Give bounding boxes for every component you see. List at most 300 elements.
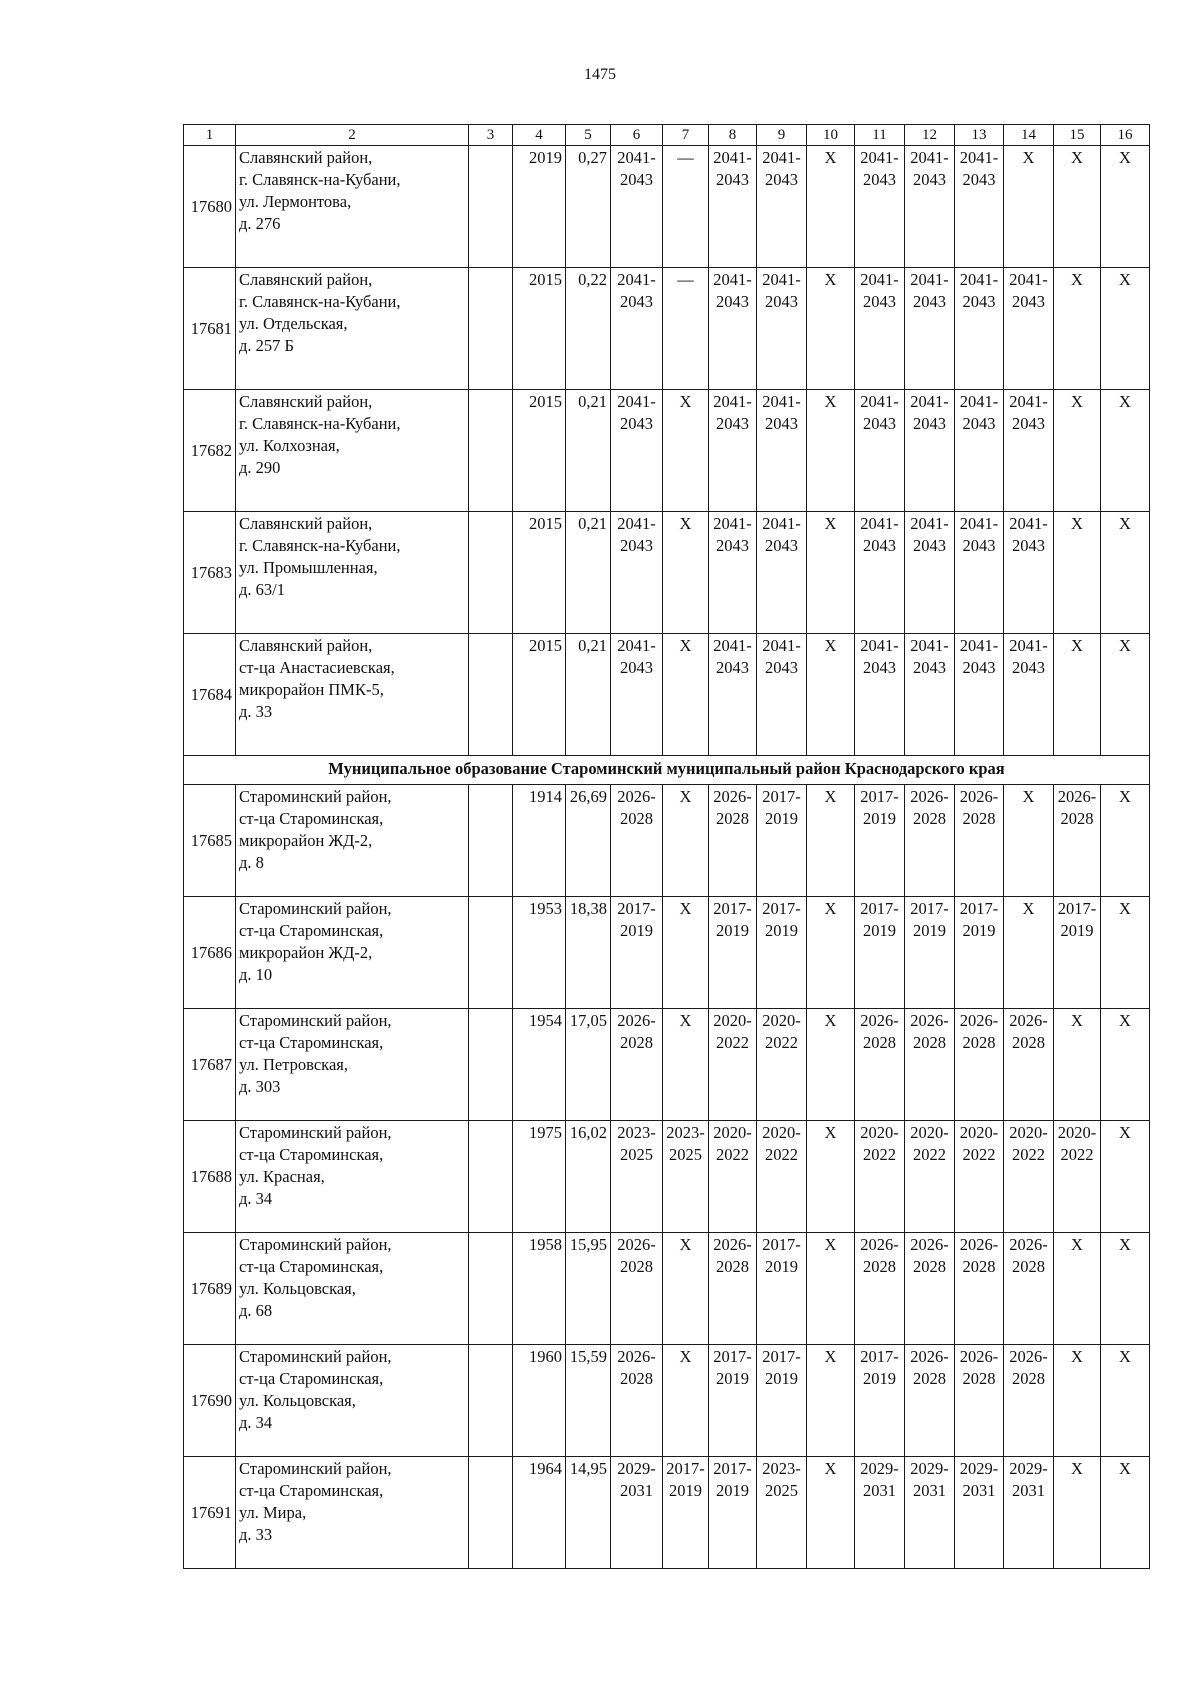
period-cell-16 [1101,1345,1150,1457]
cell-line: X [679,787,692,806]
period-cell-10 [807,785,855,897]
cell-line: 2026- [1009,1011,1048,1030]
address-cell [236,1009,469,1121]
cell-line: ст-ца Староминская, [239,1145,384,1164]
cell-line: 2017- [762,899,801,918]
cell-line: 2041- [617,514,656,533]
cell-line: г. Славянск-на-Кубани, [239,414,401,433]
period-cell-10 [807,1009,855,1121]
cell-line: 2028 [620,1033,653,1052]
cell-line: X [1119,514,1131,533]
cell-line: 2043 [1012,292,1045,311]
cell-line: 2019 [765,921,798,940]
column-header: 2 [236,125,469,146]
period-cell-8 [709,1457,757,1569]
period-cell-7 [663,512,709,634]
cell-line: д. 290 [239,458,281,477]
cell-line: 2043 [863,414,896,433]
period-cell-16 [1101,390,1150,512]
period-cell-10 [807,897,855,1009]
cell-line: 2043 [716,536,749,555]
cell-line: 2043 [913,658,946,677]
row-number: 17690 [184,1345,236,1457]
cell-line: X [1119,1459,1131,1478]
cell-line: 2017- [666,1459,705,1478]
address-cell [236,146,469,268]
cell-line: 2043 [716,170,749,189]
period-cell-7 [663,1121,709,1233]
period-cell-11 [855,897,905,1009]
cell-line: 2028 [716,809,749,828]
cell-line: 2041- [762,270,801,289]
table-row [184,268,1150,390]
period-cell-9 [757,785,807,897]
cell-line: 2041- [860,148,899,167]
period-cell-11 [855,390,905,512]
cell-line: 2022 [913,1145,946,1164]
column-header: 11 [855,125,905,146]
period-cell-11 [855,1009,905,1121]
cell-line: д. 257 Б [239,336,294,355]
cell-line: 2019 [863,1369,896,1388]
cell-line: 2028 [1012,1257,1045,1276]
row-number: 17688 [184,1121,236,1233]
cell-line: — [677,270,694,289]
period-cell-11 [855,1457,905,1569]
cell-line: X [1119,636,1131,655]
period-cell-11 [855,634,905,756]
column-header: 5 [566,125,611,146]
row-number: 17683 [184,512,236,634]
column-header: 8 [709,125,757,146]
cell-line: 2031 [1012,1481,1045,1500]
period-cell-10 [807,146,855,268]
period-cell-11 [855,146,905,268]
cell-line: 2020- [1009,1123,1048,1142]
year-cell: 1958 [513,1233,566,1345]
cell-3 [469,1345,513,1457]
cell-line: 2031 [913,1481,946,1500]
cell-line: 2020- [860,1123,899,1142]
cell-line: 2022 [1012,1145,1045,1164]
cell-line: 2043 [620,658,653,677]
cell-line: 2026- [910,787,949,806]
cell-3 [469,897,513,1009]
value-cell: 18,38 [566,897,611,1009]
cell-line: 2023- [617,1123,656,1142]
cell-3 [469,1121,513,1233]
cell-line: 2031 [863,1481,896,1500]
cell-line: 2026- [959,1011,999,1030]
period-cell-12 [905,1233,955,1345]
cell-3 [469,268,513,390]
period-cell-16 [1101,634,1150,756]
period-cell-10 [807,1345,855,1457]
cell-line: 2043 [913,536,946,555]
value-cell: 15,95 [566,1233,611,1345]
cell-line: 2023- [666,1123,705,1142]
table-row [184,785,1150,897]
cell-line: 2020- [1057,1123,1097,1142]
column-header: 3 [469,125,513,146]
cell-line: 2041- [713,148,752,167]
cell-line: 2019 [863,809,896,828]
period-cell-11 [855,512,905,634]
cell-line: 2043 [765,170,798,189]
cell-line: 2041- [617,148,656,167]
cell-line: 2031 [620,1481,653,1500]
cell-line: 2020- [713,1011,752,1030]
cell-line: 2041- [617,636,656,655]
table-row [184,634,1150,756]
period-cell-12 [905,390,955,512]
period-cell-13 [955,1457,1004,1569]
cell-line: 2043 [765,414,798,433]
period-cell-7 [663,1457,709,1569]
cell-line: 2043 [962,170,996,189]
cell-line: 2029- [860,1459,899,1478]
period-cell-12 [905,512,955,634]
cell-line: 2020- [762,1011,801,1030]
cell-line: 2028 [1060,809,1094,828]
cell-line: Староминский район, [239,1235,392,1254]
cell-line: д. 10 [239,965,273,984]
period-cell-9 [757,1009,807,1121]
period-cell-14 [1004,1345,1054,1457]
period-cell-16 [1101,897,1150,1009]
value-cell: 0,21 [566,634,611,756]
period-cell-6 [611,146,663,268]
cell-line: 2022 [962,1145,996,1164]
cell-line: 2041- [910,148,949,167]
address-cell [236,1121,469,1233]
cell-line: ст-ца Староминская, [239,1033,384,1052]
value-cell: 16,02 [566,1121,611,1233]
period-cell-15 [1054,785,1101,897]
cell-line: X [1071,270,1083,289]
cell-line: г. Славянск-на-Кубани, [239,170,401,189]
period-cell-13 [955,1121,1004,1233]
cell-line: 2026- [617,1011,656,1030]
address-cell [236,634,469,756]
cell-line: 2043 [962,414,996,433]
row-number: 17681 [184,268,236,390]
cell-line: 2019 [765,809,798,828]
period-cell-8 [709,785,757,897]
address-cell [236,1233,469,1345]
table-row [184,512,1150,634]
cell-line: X [1022,787,1035,806]
cell-line: 2041- [959,270,999,289]
period-cell-8 [709,146,757,268]
cell-line: ул. Колхозная, [239,436,340,455]
period-cell-12 [905,634,955,756]
cell-line: 2028 [962,809,996,828]
cell-line: 2019 [669,1481,702,1500]
period-cell-16 [1101,1009,1150,1121]
period-cell-13 [955,268,1004,390]
section-row [184,756,1150,785]
section-title: Муниципальное образование Староминский муниципальный район Краснодарского края [184,756,1150,785]
period-cell-6 [611,1233,663,1345]
cell-line: 2041- [860,514,899,533]
cell-line: 2026- [617,1235,656,1254]
period-cell-9 [757,634,807,756]
cell-line: ул. Кольцовская, [239,1279,356,1298]
cell-line: г. Славянск-на-Кубани, [239,292,401,311]
period-cell-14 [1004,785,1054,897]
cell-line: 2022 [1060,1145,1094,1164]
cell-3 [469,1233,513,1345]
address-cell [236,268,469,390]
value-cell: 17,05 [566,1009,611,1121]
cell-line: 2026- [860,1011,899,1030]
cell-line: 2017- [762,787,801,806]
cell-line: X [679,899,692,918]
cell-line: 2028 [1012,1369,1045,1388]
period-cell-13 [955,634,1004,756]
cell-line: X [1071,1011,1083,1030]
cell-line: 2041- [762,636,801,655]
period-cell-9 [757,1233,807,1345]
cell-line: 2017- [713,1459,752,1478]
row-number: 17684 [184,634,236,756]
cell-3 [469,512,513,634]
address-cell [236,785,469,897]
cell-line: Славянский район, [239,392,373,411]
cell-line: 2029- [1009,1459,1048,1478]
cell-line: Староминский район, [239,1459,392,1478]
period-cell-12 [905,146,955,268]
value-cell: 0,21 [566,512,611,634]
column-header: 14 [1004,125,1054,146]
header-row [184,125,1150,146]
cell-3 [469,634,513,756]
cell-line: 2026- [1009,1235,1048,1254]
cell-line: 2019 [716,1481,749,1500]
cell-line: д. 63/1 [239,580,285,599]
cell-line: Славянский район, [239,514,373,533]
cell-line: X [824,787,837,806]
year-cell: 1954 [513,1009,566,1121]
period-cell-6 [611,785,663,897]
period-cell-13 [955,1345,1004,1457]
period-cell-14 [1004,390,1054,512]
cell-line: 2041- [959,636,999,655]
cell-line: 2017- [860,787,899,806]
cell-line: 2043 [863,292,896,311]
value-cell: 0,21 [566,390,611,512]
year-cell: 1975 [513,1121,566,1233]
cell-line: X [679,1347,692,1366]
column-header: 10 [807,125,855,146]
cell-line: 2041- [910,270,949,289]
period-cell-6 [611,1457,663,1569]
page-number: 1475 [584,66,616,83]
cell-line: 2022 [863,1145,896,1164]
cell-line: 2028 [863,1033,896,1052]
period-cell-8 [709,268,757,390]
cell-line: 2041- [860,636,899,655]
period-cell-15 [1054,512,1101,634]
period-cell-9 [757,146,807,268]
cell-line: X [1022,148,1035,167]
period-cell-13 [955,390,1004,512]
cell-line: 2041- [1009,392,1048,411]
cell-line: д. 68 [239,1301,273,1320]
period-cell-15 [1054,1233,1101,1345]
period-cell-11 [855,1121,905,1233]
period-cell-7 [663,1345,709,1457]
cell-line: 2019 [765,1257,798,1276]
period-cell-9 [757,897,807,1009]
cell-line: 2028 [962,1369,996,1388]
column-header: 4 [513,125,566,146]
cell-line: X [1119,1347,1131,1366]
cell-line: 2043 [716,414,749,433]
cell-line: 2017- [713,1347,752,1366]
cell-line: X [824,514,837,533]
cell-line: 2043 [863,170,896,189]
cell-line: X [1119,787,1131,806]
period-cell-6 [611,1009,663,1121]
cell-line: 2020- [959,1123,999,1142]
cell-line: 2028 [716,1257,749,1276]
cell-line: X [1022,899,1035,918]
period-cell-12 [905,785,955,897]
cell-line: 2026- [910,1235,949,1254]
cell-line: 2041- [1009,270,1048,289]
period-cell-15 [1054,146,1101,268]
year-cell: 1914 [513,785,566,897]
cell-line: 2026- [713,787,752,806]
cell-line: 2041- [762,148,801,167]
cell-line: 2031 [962,1481,996,1500]
period-cell-6 [611,634,663,756]
cell-line: 2041- [959,148,999,167]
cell-line: д. 276 [239,214,281,233]
period-cell-14 [1004,897,1054,1009]
cell-line: 2023- [762,1459,801,1478]
cell-line: X [1071,1235,1083,1254]
cell-line: ул. Кольцовская, [239,1391,356,1410]
row-number: 17687 [184,1009,236,1121]
cell-line: ул. Отдельская, [239,314,348,333]
value-cell: 15,59 [566,1345,611,1457]
cell-line: д. 34 [239,1413,273,1432]
row-number: 17689 [184,1233,236,1345]
cell-line: X [1071,1347,1083,1366]
period-cell-8 [709,1345,757,1457]
cell-line: 2017- [762,1235,801,1254]
cell-line: 2025 [765,1481,798,1500]
cell-line: X [679,636,692,655]
period-cell-7 [663,390,709,512]
period-cell-9 [757,1121,807,1233]
period-cell-14 [1004,1457,1054,1569]
table-row [184,146,1150,268]
period-cell-15 [1054,1457,1101,1569]
row-number: 17686 [184,897,236,1009]
period-cell-11 [855,1233,905,1345]
cell-line: 2028 [962,1033,996,1052]
cell-line: 2043 [620,170,653,189]
period-cell-8 [709,1121,757,1233]
period-cell-15 [1054,268,1101,390]
period-cell-6 [611,1121,663,1233]
cell-line: ст-ца Староминская, [239,921,384,940]
cell-line: X [1119,1011,1131,1030]
cell-line: 2028 [863,1257,896,1276]
cell-line: д. 34 [239,1189,273,1208]
cell-line: микрорайон ЖД-2, [239,831,373,850]
cell-line: д. 33 [239,1525,273,1544]
cell-line: 2041- [713,636,752,655]
cell-line: 2026- [713,1235,752,1254]
period-cell-14 [1004,146,1054,268]
cell-line: 2025 [620,1145,653,1164]
cell-line: микрорайон ЖД-2, [239,943,373,962]
cell-line: 2029- [959,1459,999,1478]
cell-line: 2043 [1012,658,1045,677]
period-cell-11 [855,785,905,897]
period-cell-10 [807,390,855,512]
cell-line: 2043 [913,170,946,189]
period-cell-6 [611,897,663,1009]
cell-line: 2043 [620,414,653,433]
cell-3 [469,390,513,512]
column-header: 6 [611,125,663,146]
cell-line: микрорайон ПМК-5, [239,680,384,699]
table-row [184,1009,1150,1121]
cell-line: 2028 [913,1369,946,1388]
cell-line: X [824,1459,837,1478]
cell-line: 2017- [762,1347,801,1366]
cell-line: г. Славянск-на-Кубани, [239,536,401,555]
cell-line: X [679,514,692,533]
cell-line: X [1071,514,1083,533]
period-cell-7 [663,1233,709,1345]
period-cell-9 [757,390,807,512]
cell-line: 2028 [1012,1033,1045,1052]
table-row [184,1233,1150,1345]
period-cell-7 [663,268,709,390]
cell-line: X [824,270,837,289]
cell-line: 2043 [716,292,749,311]
cell-line: Староминский район, [239,899,392,918]
cell-line: 2041- [959,392,999,411]
period-cell-13 [955,897,1004,1009]
cell-line: 2022 [765,1033,798,1052]
row-number: 17685 [184,785,236,897]
column-header: 15 [1054,125,1101,146]
cell-line: 2041- [617,270,656,289]
cell-line: 2020- [713,1123,752,1142]
cell-line: Староминский район, [239,1011,392,1030]
period-cell-9 [757,512,807,634]
cell-line: 2026- [1057,787,1097,806]
period-cell-16 [1101,785,1150,897]
cell-line: 2029- [910,1459,949,1478]
cell-line: 2043 [962,292,996,311]
cell-line: 2026- [959,1235,999,1254]
period-cell-10 [807,1121,855,1233]
period-cell-12 [905,1121,955,1233]
year-cell: 2015 [513,268,566,390]
period-cell-9 [757,268,807,390]
cell-line: д. 8 [239,853,264,872]
period-cell-6 [611,512,663,634]
